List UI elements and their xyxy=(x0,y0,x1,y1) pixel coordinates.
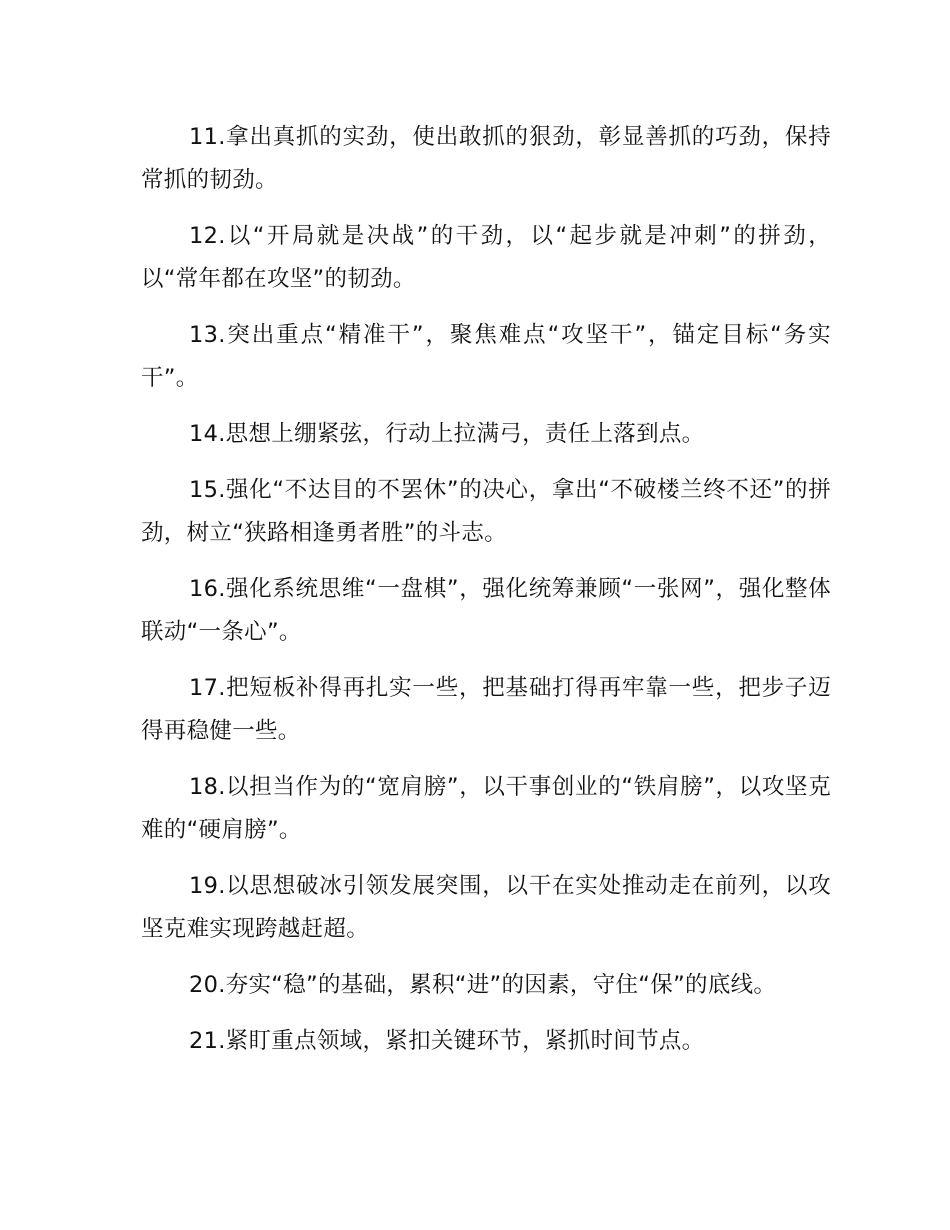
paragraph-13: 13.突出重点“精准干”，聚焦难点“攻坚干”，锚定目标“务实干”。 xyxy=(141,322,831,391)
document-body xyxy=(141,116,831,1076)
paragraph-16: 16.强化系统思维“一盘棋”，强化统筹兼顾“一张网”，强化整体联动“一条心”。 xyxy=(141,576,831,645)
paragraph-12: 12.以“开局就是决战”的干劲，以“起步就是冲刺”的拼劲，以“常年都在攻坚”的韧劲。 xyxy=(141,223,831,292)
paragraph-20: 20.夯实“稳”的基础，累积“进”的因素，守住“保”的底线。 xyxy=(189,972,777,998)
paragraph-17: 17.把短板补得再扎实一些，把基础打得再牢靠一些，把步子迈得再稳健一些。 xyxy=(141,675,831,744)
paragraph-11: 11.拿出真抓的实劲，使出敢抓的狠劲，彰显善抓的巧劲，保持常抓的韧劲。 xyxy=(141,124,831,193)
paragraph-14: 14.思想上绷紧弦，行动上拉满弓，责任上落到点。 xyxy=(189,421,705,447)
paragraph-15: 15.强化“不达目的不罢休”的决心，拿出“不破楼兰终不还”的拼劲，树立“狭路相逢勇者胜”的斗志。 xyxy=(141,477,831,546)
paragraph-21: 21.紧盯重点领域，紧扣关键环节，紧抓时间节点。 xyxy=(189,1028,705,1054)
paragraph-19: 19.以思想破冰引领发展突围，以干在实处推动走在前列，以攻坚克难实现跨越赶超。 xyxy=(141,873,831,942)
paragraph-18: 18.以担当作为的“宽肩膀”，以干事创业的“铁肩膀”，以攻坚克难的“硬肩膀”。 xyxy=(141,774,831,843)
